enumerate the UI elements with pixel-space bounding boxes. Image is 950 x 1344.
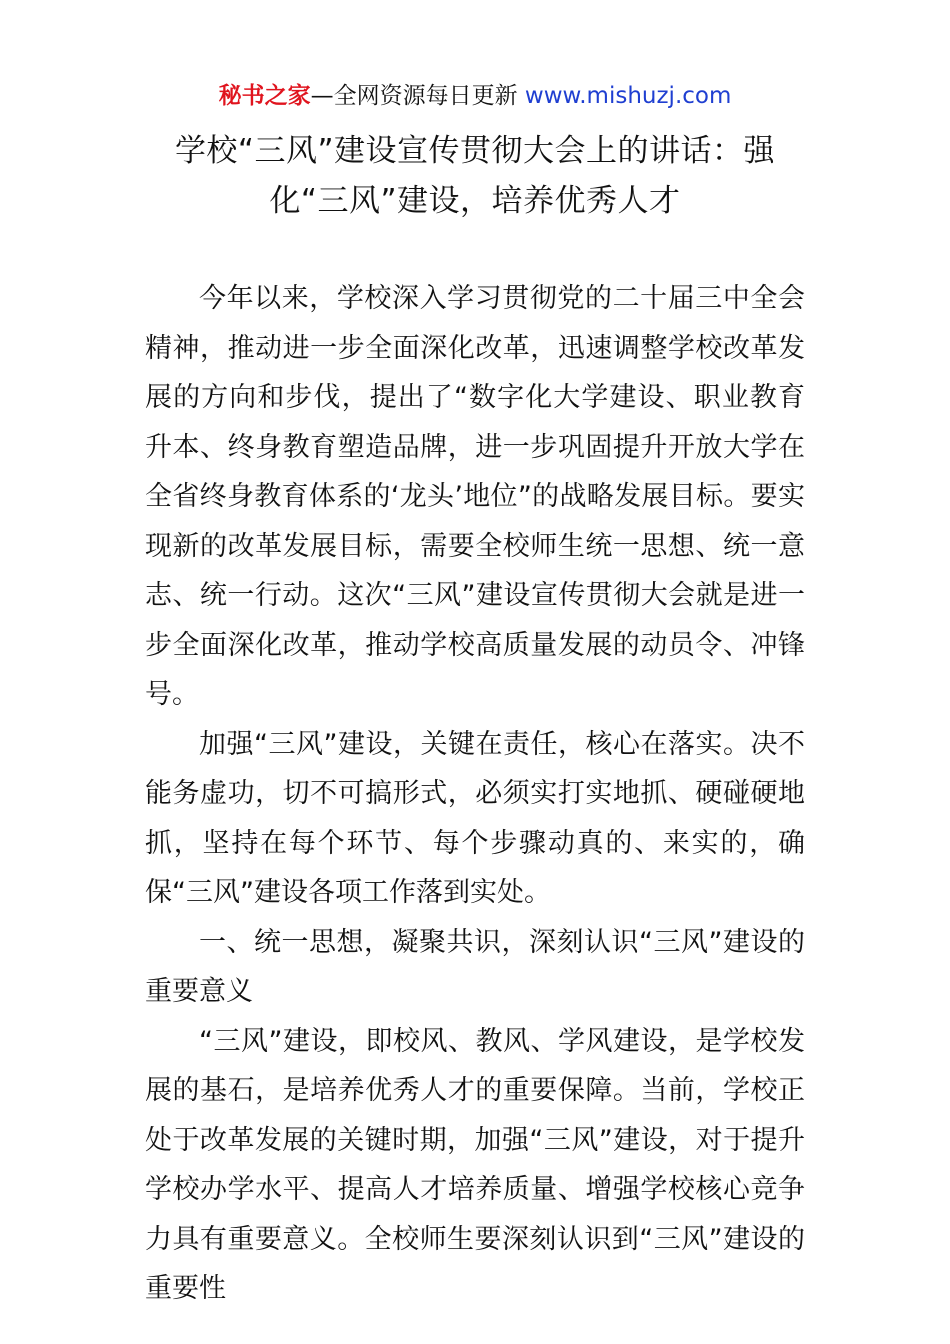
watermark-banner [0, 80, 950, 112]
paragraph-responsibility: 加强“三风”建设，关键在责任，核心在落实。决不能务虚功，切不可搞形式，必须实打实地抓、硬碰硬地抓，坚持在每个环节、每个步骤动真的、来实的，确保“三风”建设各项工作落到实处。 [145, 728, 805, 908]
document-body [145, 274, 805, 1314]
site-brand: 秘书之家 [218, 83, 311, 109]
site-tagline: —全网资源每日更新 [310, 83, 525, 109]
document-title: 学校“三风”建设宣传贯彻大会上的讲话：强化“三风”建设，培养优秀人才 [174, 133, 776, 219]
paragraph-section-1: “三风”建设，即校风、教风、学风建设，是学校发展的基石，是培养优秀人才的重要保障。当前，学校正处于改革发展的关键时期，加强“三风”建设，对于提升学校办学水平、提高人才培养质量、增强学校核心竞争力具有重要意义。全校师生要深刻认识到“三风”建设的重要性 [145, 1025, 805, 1304]
section-heading-1: 一、统一思想，凝聚共识，深刻认识“三风”建设的重要意义 [145, 926, 805, 1007]
paragraph-intro: 今年以来，学校深入学习贯彻党的二十届三中全会精神，推动进一步全面深化改革，迅速调整学校改革发展的方向和步伐，提出了“数字化大学建设、职业教育升本、终身教育塑造品牌，进一步巩固提升开放大学在全省终身教育体系的‘龙头’地位”的战略发展目标。要实现新的改革发展目标，需要全校师生统一思想、统一意志、统一行动。这次“三风”建设宣传贯彻大会就是进一步全面深化改革，推动学校高质量发展的动员令、冲锋号。 [145, 283, 805, 710]
site-url: www.mishuzj.com [524, 83, 732, 109]
